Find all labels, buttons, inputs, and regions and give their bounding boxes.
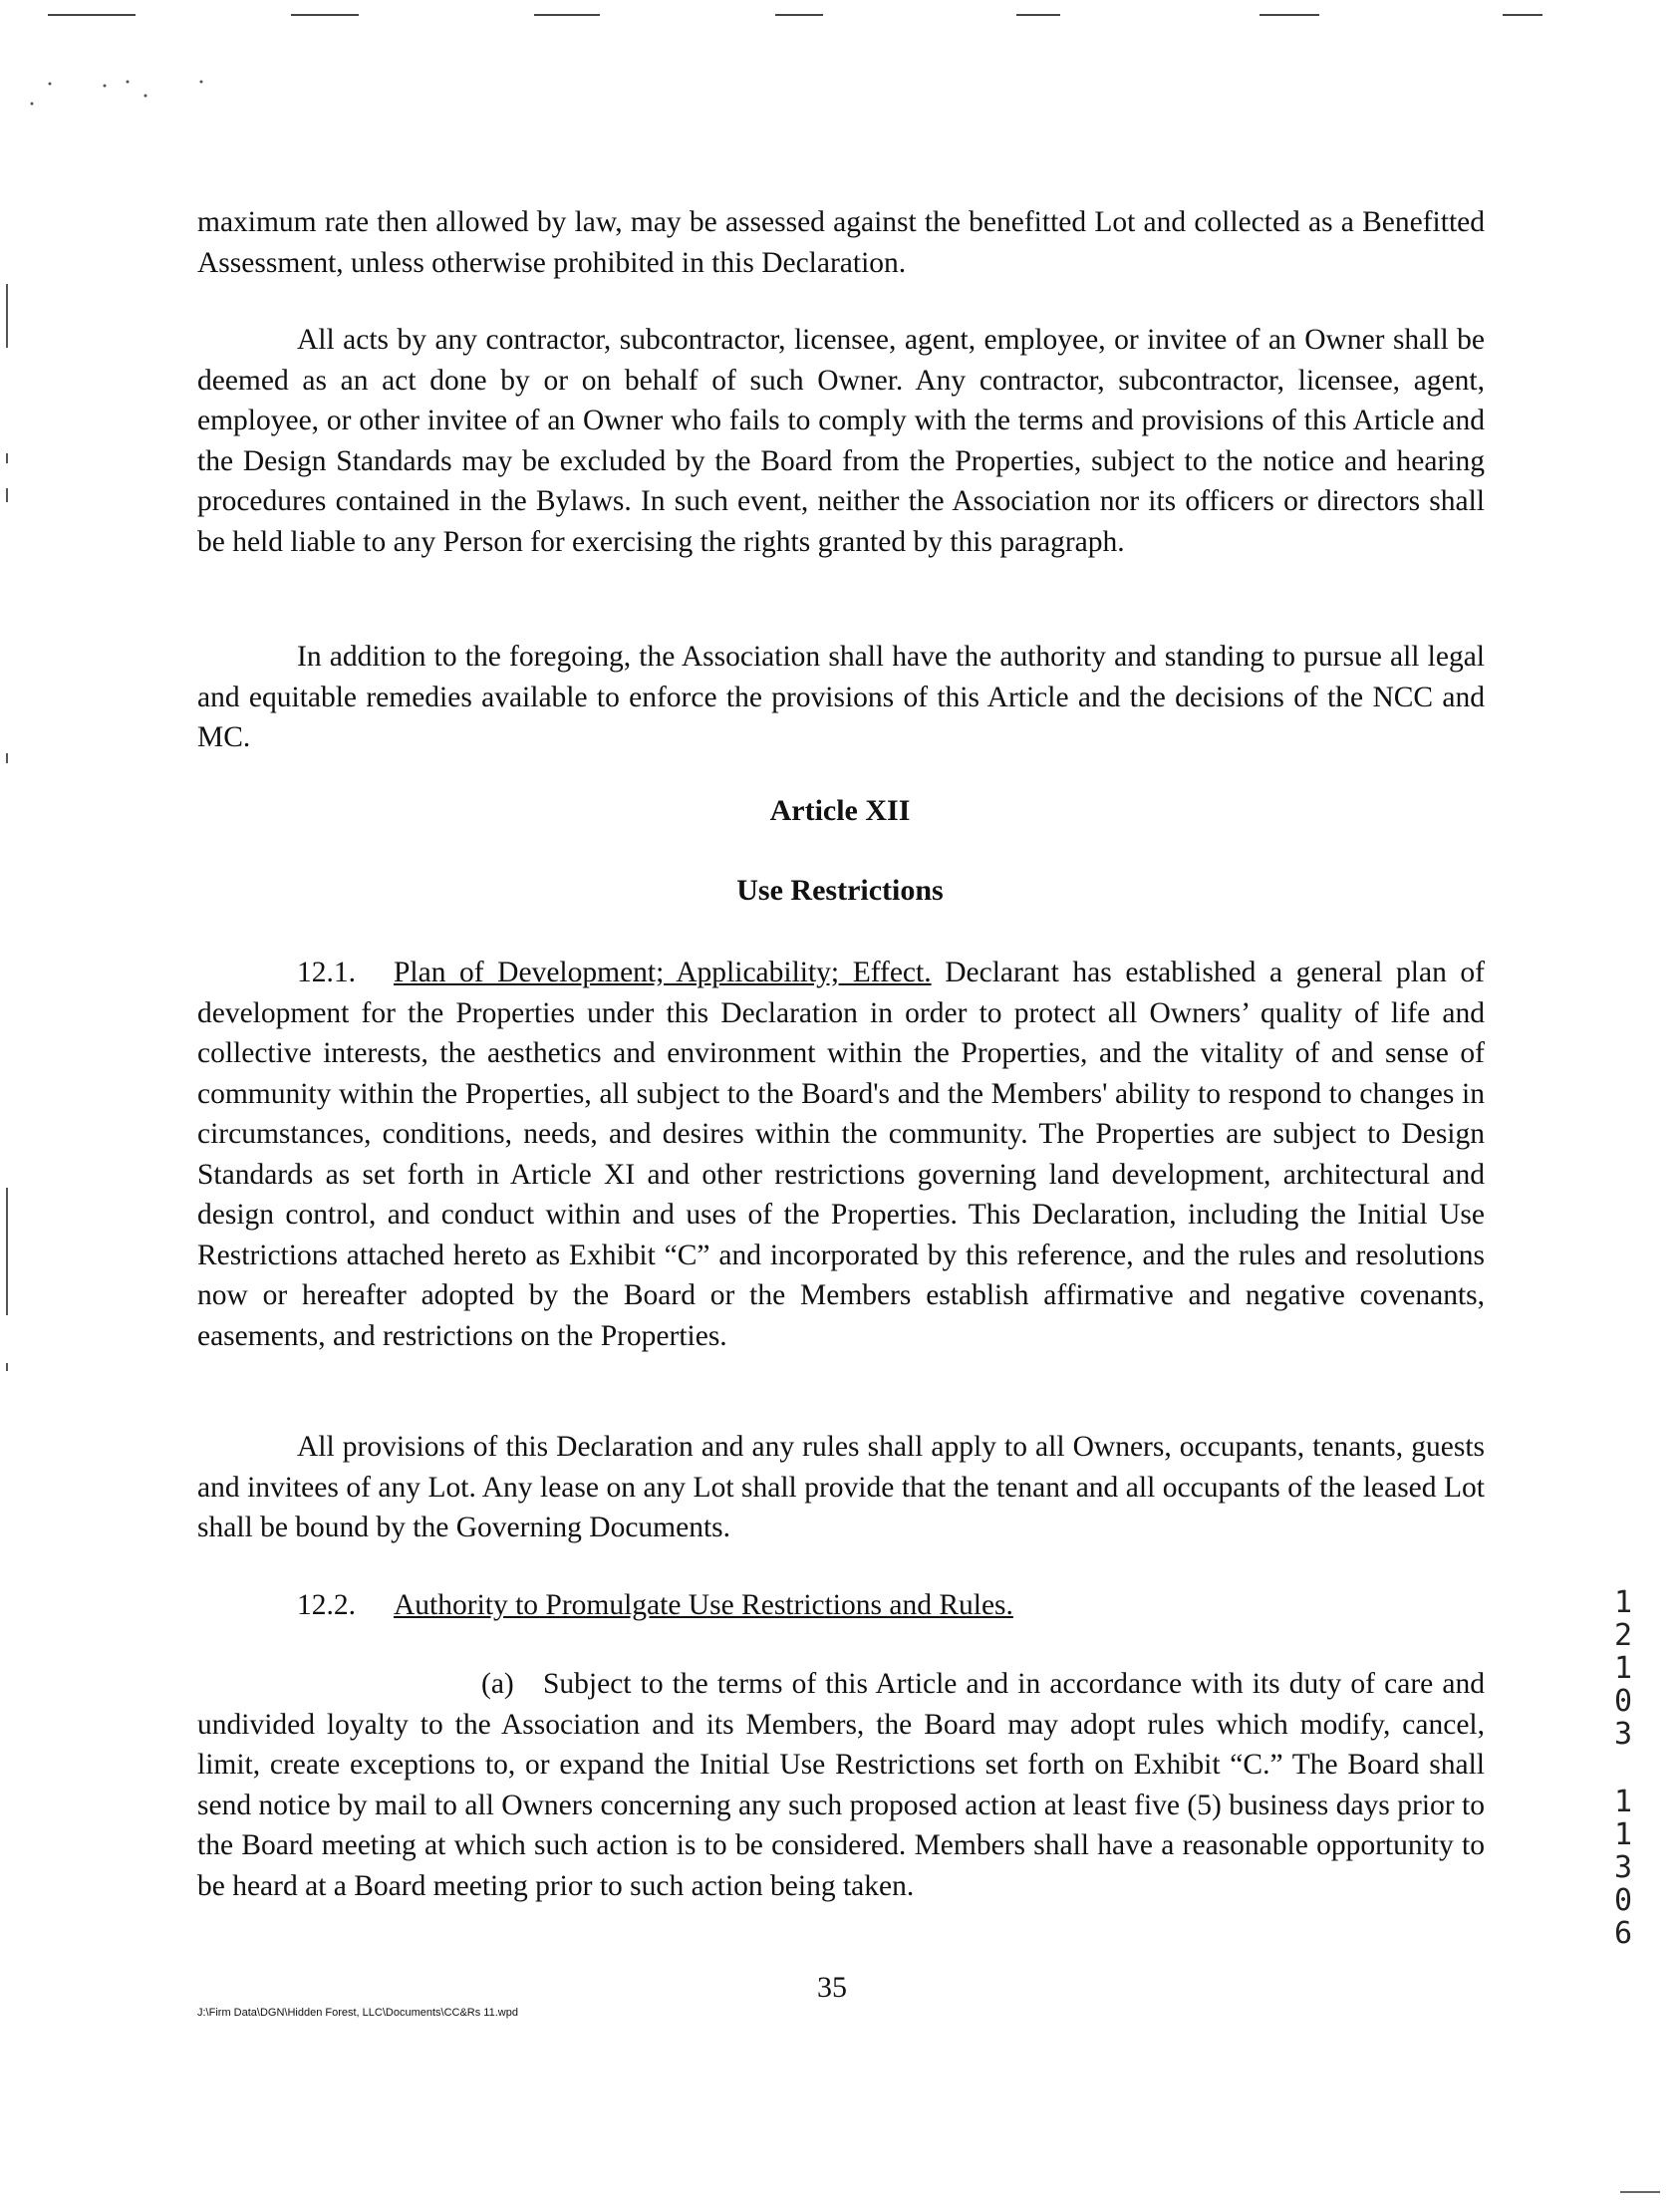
scan-artifact-margin-line: [6, 753, 8, 763]
paragraph-text: maximum rate then allowed by law, may be assessed against the benefitted Lot and collected as a Benefitted Assessment, unless otherwise prohibited in this Declaration.: [197, 206, 1485, 279]
subsection-body: Subject to the terms of this Article and in accordance with its duty of care and undivided loyalty to the Association and its Members, the Board may adopt rules which modify, cancel, limit, create exceptions to, or expand the Initial Use Restrictions set forth on Exhibit “C.” The Board shall send notice by mail to all Owners concerning any such proposed action at least five (5) business days prior to the Board meeting at which such action is to be considered. Members shall have a reasonable opportunity to be heard at a Board meeting prior to such action being taken.: [197, 1668, 1485, 1902]
scan-artifact-margin-line: [6, 1363, 8, 1371]
scan-artifact-rule: [1503, 14, 1542, 16]
scan-artifact-margin-line: [6, 488, 8, 502]
scan-artifact-rule: [534, 14, 600, 16]
section-heading: Authority to Promulgate Use Restrictions and Rules.: [394, 1589, 1013, 1621]
paragraph-provisions-apply: [197, 1427, 1485, 1548]
section-heading: Plan of Development; Applicability; Effect.: [394, 957, 932, 988]
scan-artifact-rule: [1016, 14, 1060, 16]
footer-file-path: J:\Firm Data\DGN\Hidden Forest, LLC\Documents\CC&Rs 11.wpd: [197, 2007, 518, 2019]
paragraph-contractor-acts: [197, 320, 1485, 562]
recording-stamp-lower: 1 1 3 0 6: [1613, 1785, 1633, 1951]
scan-artifact-margin-line: [6, 453, 8, 463]
section-body: Declarant has established a general plan of development for the Properties under this Declaration in order to protect all Owners’ quality of life and collective interests, the aesthetics and environment within the Properties, and the vitality of and sense of community within the Properties, all subject to the Board's and the Members' ability to respond to changes in circumstances, conditions, needs, and desires within the community. The Properties are subject to Design Standards as set forth in Article XI and other restrictions governing land development, architectural and design control, and conduct within and uses of the Properties. This Declaration, including the Initial Use Restrictions attached hereto as Exhibit “C” and incorporated by this reference, and the rules and resolutions now or hereafter adopted by the Board or the Members establish affirmative and negative covenants, easements, and restrictions on the Properties.: [197, 957, 1486, 1352]
article-title: Use Restrictions: [736, 874, 944, 907]
scan-artifact-specks: [20, 72, 219, 112]
scan-artifact-rule: [1620, 2191, 1660, 2193]
scan-artifact-rule: [48, 14, 136, 16]
section-number: 12.2.: [297, 1589, 356, 1621]
scan-artifact-rule: [775, 14, 823, 16]
section-12-1: [197, 953, 1485, 1356]
paragraph-continuation: [197, 202, 1485, 283]
paragraph-text: In addition to the foregoing, the Association shall have the authority and standing to pursue all legal and equitable remedies available to enforce the provisions of this Article and the decisions of the NCC and MC.: [197, 641, 1485, 753]
paragraph-text: All acts by any contractor, subcontractor, licensee, agent, employee, or invitee of an Owner shall be deemed as an act done by or on behalf of such Owner. Any contractor, subcontractor, licensee, agent, employee, or other invitee of an Owner who fails to comply with the terms and provisions of this Article and the Design Standards may be excluded by the Board from the Properties, subject to the notice and hearing procedures contained in the Bylaws. In such event, neither the Association nor its officers or directors shall be held liable to any Person for exercising the rights granted by this paragraph.: [197, 324, 1485, 558]
subsection-label: (a): [481, 1668, 514, 1700]
scan-artifact-margin-line: [6, 1188, 8, 1315]
article-heading: Article XII: [769, 794, 911, 827]
scan-artifact-rule: [291, 14, 359, 16]
scan-artifact-rule: [1260, 14, 1319, 16]
scan-artifact-margin-line: [6, 284, 8, 348]
paragraph-text: All provisions of this Declaration and any rules shall apply to all Owners, occupants, tenants, guests and invitees of any Lot. Any lease on any Lot shall provide that the tenant and all occupants of the leased Lot shall be bound by the Governing Documents.: [197, 1431, 1485, 1543]
section-12-2: [197, 1585, 1485, 1626]
recording-stamp-upper: 1 2 1 0 3: [1613, 1585, 1633, 1752]
section-number: 12.1.: [297, 957, 356, 988]
subsection-a: [197, 1664, 1485, 1906]
paragraph-enforcement: [197, 637, 1485, 758]
page-number: 35: [817, 1971, 847, 2004]
